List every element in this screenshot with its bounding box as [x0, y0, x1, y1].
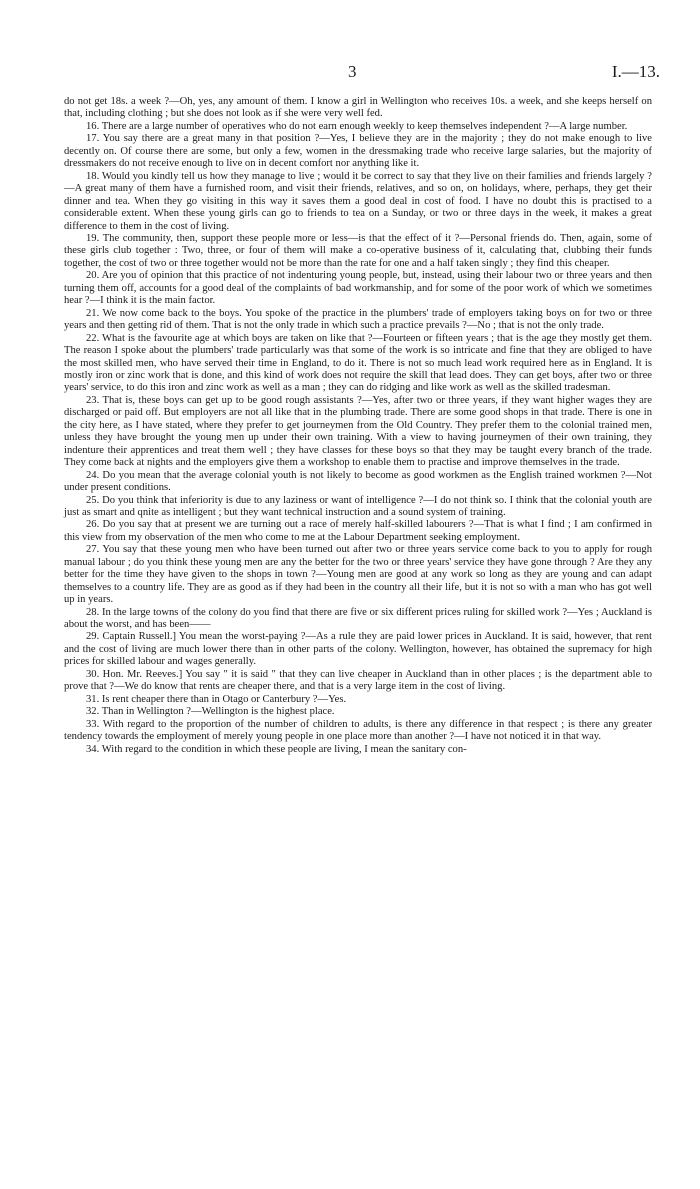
paragraph: 32. Than in Wellington ?—Wellington is the highest place. — [86, 706, 335, 718]
paragraph: 22. What is the favourite age at which boys are taken on like that ?—Fourteen or fifteen years ; that is the age they mostly get them. The reason I spoke about the plumbers' trade particularly was that some of the work is so intricate and fine that they are obliged to have the most skilled men, who have served their time in England, to do it. There is not so much lead work required here as in England. It is mostly iron or zinc work that is done, and this kind of work does not require the skill that lead does. They can get boys, after two or three years' service, to do this iron and zinc work as well as a man ; they can do ridging and like work as well as the skilled tradesman. — [64, 332, 652, 394]
paragraph: 16. There are a large number of operatives who do not earn enough weekly to keep themselves independent ?—A large number. — [86, 120, 628, 132]
paragraph: 31. Is rent cheaper there than in Otago or Canterbury ?—Yes. — [86, 693, 347, 705]
document-reference: I.—13. — [611, 62, 660, 81]
paragraph: 19. The community, then, support these people more or less—is that the effect of it ?—Personal friends do. Then, again, some of these girls club together : Two, three, or four of them will make a co-operative business of it, calculating that, clubbing their funds together, the cost of two or three together would not be more than the rate for one and a half taken singly ; they find this cheaper. — [64, 232, 652, 269]
page-header — [0, 62, 700, 84]
paragraph: 24. Do you mean that the average colonial youth is not likely to become as good workmen as the English trained workmen ?—Not under present conditions. — [64, 469, 652, 494]
paragraph: do not get 18s. a week ?—Oh, yes, any amount of them. I know a girl in Wellington who receives 10s. a week, and she keeps herself on that, including clothing ; but she does not look as if she were very well fed. — [64, 96, 652, 120]
paragraph: 26. Do you say that at present we are turning out a race of merely half-skilled labourers ?—That is what I find ; I am confirmed in this view from my observation of the men who come to me at the Labour Department seeking employment. — [64, 519, 652, 543]
paragraph: 21. We now come back to the boys. You spoke of the practice in the plumbers' trade of employers taking boys on for two or three years and then getting rid of them. That is not the only trade in which such a practice prevails ?—No ; that is not the only trade. — [64, 307, 652, 332]
paragraph: 34. With regard to the condition in which these people are living, I mean the sanitary con- — [86, 743, 467, 755]
document-body — [64, 96, 652, 756]
page-number: 3 — [348, 62, 357, 81]
paragraph: 29. Captain Russell.] You mean the worst-paying ?—As a rule they are paid lower prices in Auckland. It is said, however, that rent and the cost of living are much lower there than in other parts of the colony. Wellington, however, has obtained the supremacy for high prices for skilled labour and wages generally. — [64, 631, 652, 668]
paragraph: 27. You say that these young men who have been turned out after two or three years service come back to you to apply for rough manual labour ; do you think these young men are any the better for the two or three years' service they have gone through ? Are they any better for the time they have given to the shops in town ?—Young men are good at any work so long as they are young and can adapt themselves to a country life. They are as good as if they had been in the country all their life, but it is not so with a man who has got well up in years. — [64, 544, 652, 606]
paragraph: 23. That is, these boys can get up to be good rough assistants ?—Yes, after two or three years, if they want higher wages they are discharged or paid off. But employers are not all like that in the plumbing trade. There are some good shops in that trade. There is one in the city here, as I have stated, where they prefer to get journeymen from the Old Country. They prefer them to the colonial trained men, unless they have brought the young men up under their own training. With a view to having journeymen of their own training, they indenture their apprentices and treat them well ; they have classes for these boys so that they may be taught every branch of the trade. They come back at nights and the employers give them a workshop to enable them to practise and improve themselves in the trade. — [64, 394, 652, 469]
paragraph: 33. With regard to the proportion of the number of children to adults, is there any difference in that respect ; is there any greater tendency towards the employment of merely young people in one place more than another ?—I have not noticed it in that way. — [64, 718, 652, 743]
paragraph: 28. In the large towns of the colony do you find that there are five or six different prices ruling for skilled work ?—Yes ; Auckland is about the worst, and has been—— — [64, 606, 652, 631]
paragraph: 20. Are you of opinion that this practice of not indenturing young people, but, instead, using their labour two or three years and then turning them off, accounts for a good deal of the complaints of bad workmanship, and for some of the poor work of which we sometimes hear ?—I think it is the main factor. — [64, 270, 652, 307]
paragraph: 25. Do you think that inferiority is due to any laziness or want of intelligence ?—I do not think so. I think that the colonial youth are just as smart and qnite as intelligent ; but they want technical instruction and a sound system of training. — [64, 494, 652, 518]
paragraph: 18. Would you kindly tell us how they manage to live ; would it be correct to say that they live on their families and friends largely ?—A great many of them have a furnished room, and visit their friends, relatives, and so on, on holidays, where, perhaps, they get their dinner and tea. When they go visiting in this way it saves them a good deal in cost of food. I have no doubt this is practised to a considerable extent. When these young girls can go to friends to tea on a Sunday, or two or three days in the week, it makes a great difference to them in the cost of living. — [64, 170, 652, 232]
paragraph: 17. You say there are a great many in that position ?—Yes, I believe they are in the majority ; they do not make enough to live decently on. Of course there are some, but only a few, women in the dressmaking trade who receive large salaries, but the majority of dressmakers do not receive enough to live on in decent comfort nor anything like it. — [64, 133, 652, 170]
paragraph: 30. Hon. Mr. Reeves.] You say " it is said " that they can live cheaper in Auckland than in other places ; is the department able to prove that ?—We do know that rents are cheaper there, and that is a very large item in the cost of living. — [64, 668, 652, 693]
